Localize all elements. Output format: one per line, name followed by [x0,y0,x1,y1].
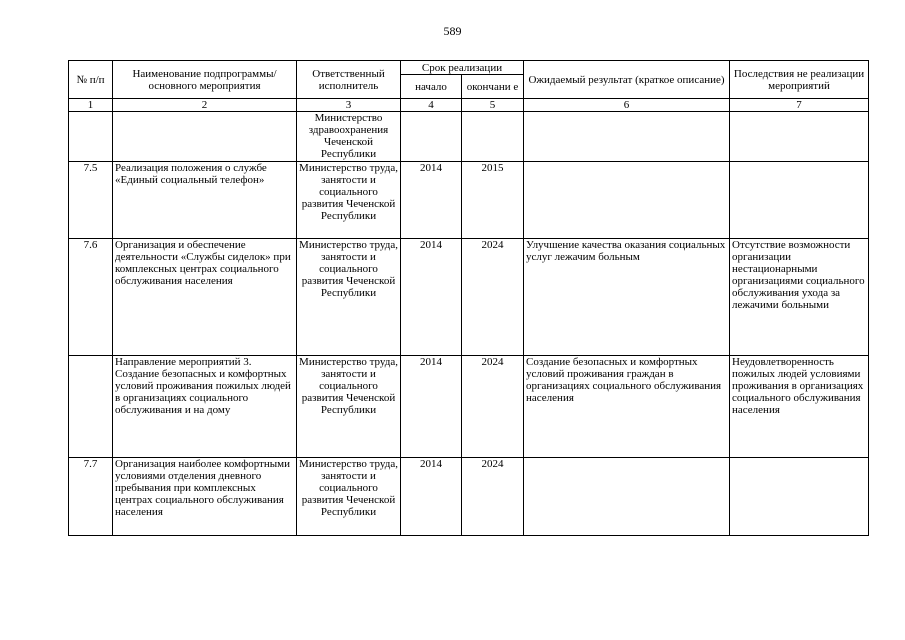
row-consequences [730,162,869,239]
header-end: окончани е [462,75,524,99]
row-name: Направление мероприятий 3. Создание безопасных и комфортных условий проживания пожилых людей в организациях социального обслуживания и на дому [113,356,297,458]
row-result: Создание безопасных и комфортных условий проживания граждан в организациях социального обслуживания населения [524,356,730,458]
header-num: № п/п [69,61,113,99]
row-name: Организация наиболее комфортными условиями отделения дневного пребывания при комплексных центрах социального обслуживания населения [113,458,297,536]
column-number: 4 [401,99,462,112]
row-num: 7.6 [69,239,113,356]
header-name: Наименование подпрограммы/ основного мероприятия [113,61,297,99]
row-end: 2015 [462,162,524,239]
table-row [69,356,869,458]
column-number: 2 [113,99,297,112]
row-start: 2014 [401,239,462,356]
header-result: Ожидаемый результат (краткое описание) [524,61,730,99]
row-result [524,458,730,536]
row-end [462,112,524,162]
row-start [401,112,462,162]
row-num: 7.5 [69,162,113,239]
row-consequences: Отсутствие возможности организации нестационарными организациями социального обслуживания ухода за лежачими больными [730,239,869,356]
row-start: 2014 [401,356,462,458]
row-num [69,356,113,458]
column-number: 1 [69,99,113,112]
page-number: 589 [443,24,462,38]
row-result: Улучшение качества оказания социальных услуг лежачим больным [524,239,730,356]
header-period: Срок реализации [401,61,524,75]
program-table [68,60,869,536]
row-name [113,112,297,162]
table-row [69,162,869,239]
row-responsible: Министерство здравоохранения Чеченской Республики [297,112,401,162]
column-number: 5 [462,99,524,112]
column-number: 6 [524,99,730,112]
row-responsible: Министерство труда, занятости и социального развития Чеченской Республики [297,458,401,536]
row-num [69,112,113,162]
row-start: 2014 [401,162,462,239]
row-name: Реализация положения о службе «Единый социальный телефон» [113,162,297,239]
row-start: 2014 [401,458,462,536]
row-result [524,112,730,162]
table-row [69,458,869,536]
row-name: Организация и обеспечение деятельности «Службы сиделок» при комплексных центрах социального обслуживания населения [113,239,297,356]
row-num: 7.7 [69,458,113,536]
row-responsible: Министерство труда, занятости и социального развития Чеченской Республики [297,356,401,458]
header-consequences: Последствия не реализации мероприятий [730,61,869,99]
row-consequences [730,112,869,162]
row-end: 2024 [462,458,524,536]
table-row [69,239,869,356]
column-number: 7 [730,99,869,112]
row-end: 2024 [462,356,524,458]
header-responsible: Ответственный исполнитель [297,61,401,99]
column-number: 3 [297,99,401,112]
row-consequences: Неудовлетворенность пожилых людей условиями проживания в организациях социального обслуживания населения [730,356,869,458]
row-responsible: Министерство труда, занятости и социального развития Чеченской Республики [297,162,401,239]
row-responsible: Министерство труда, занятости и социального развития Чеченской Республики [297,239,401,356]
header-start: начало [401,75,462,99]
column-number-row [69,99,869,112]
row-consequences [730,458,869,536]
row-result [524,162,730,239]
table-row [69,112,869,162]
row-end: 2024 [462,239,524,356]
